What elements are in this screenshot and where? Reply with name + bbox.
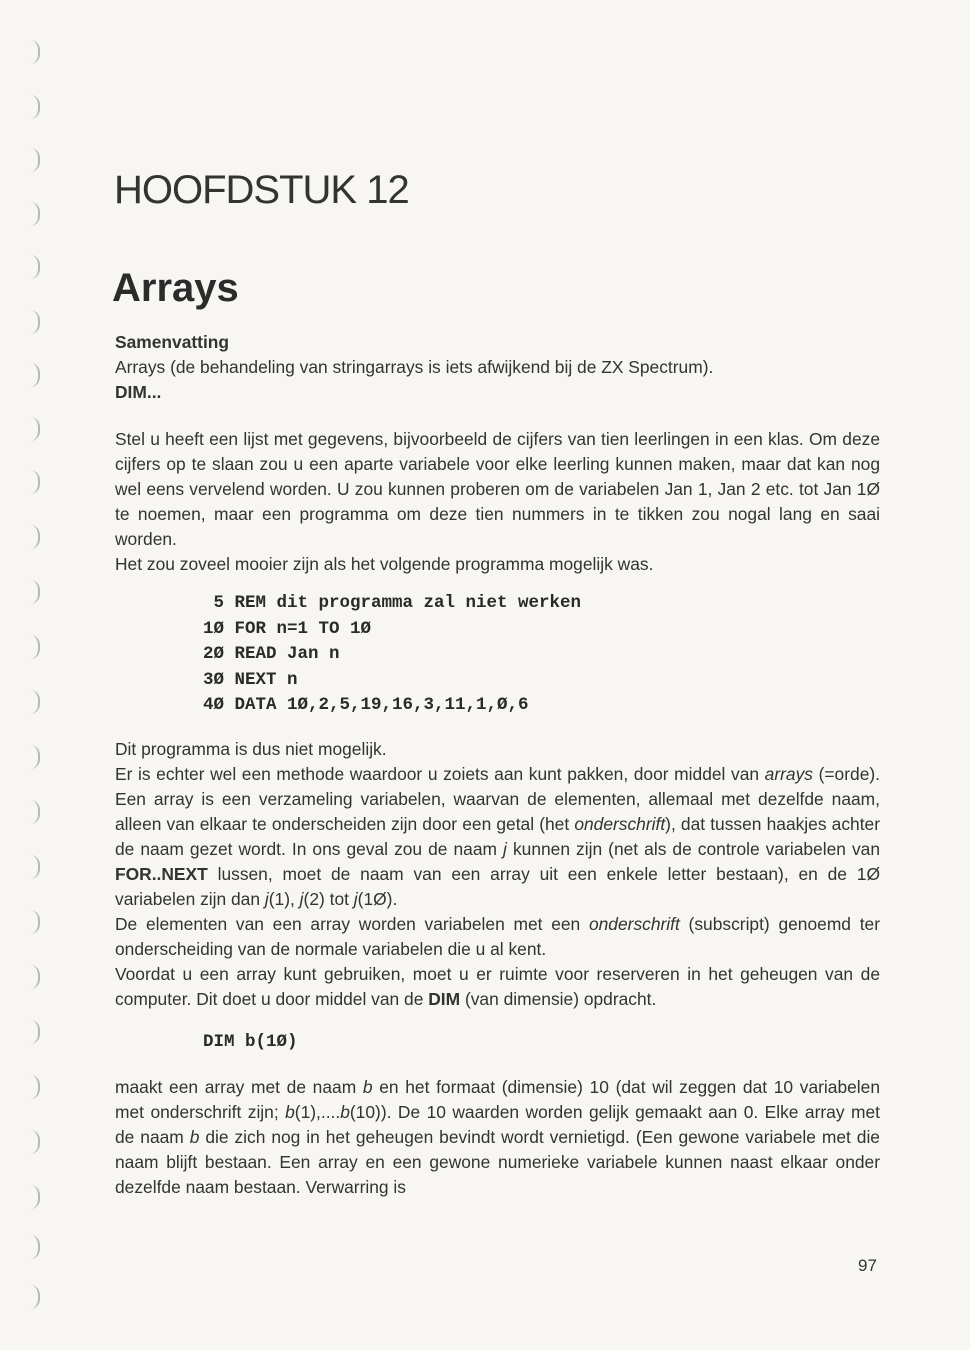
paragraph-1: Stel u heeft een lijst met gegevens, bijvoorbeeld de cijfers van tien leerlingen in een klas. Om deze cijfers op te slaan zou u een aparte variabele voor elke leerling kunnen maken, maar dat kan nog wel eens vervelend worden. U zou kunnen proberen om de variabelen Jan 1, Jan 2 etc. tot Jan 1Ø te noemen, maar een programma om deze tien nummers in te tikken zou nogal lang en saai worden. xyxy=(115,429,880,549)
dim-code: DIM b(1Ø) xyxy=(203,1031,298,1052)
paragraph-2: Het zou zoveel mooier zijn als het volgende programma mogelijk was. xyxy=(115,554,654,574)
code-line: 4Ø DATA 1Ø,2,5,19,16,3,11,1,Ø,6 xyxy=(203,695,529,715)
code-line: 1Ø FOR n=1 TO 1Ø xyxy=(203,618,372,639)
code-line: 5 REM dit programma zal niet werken xyxy=(203,593,582,613)
body-text xyxy=(115,330,880,1200)
paragraph-7: maakt een array met de naam b en het formaat (dimensie) 10 (dat wil zeggen dat 10 variabelen met onderschrift zijn; b(1),....b(10)). De 10 waarden worden gelijk gemaakt aan 0. Elke array met de naam b die zich nog in het geheugen bevindt wordt vernietigd. (Een gewone variabele met die naam blijft bestaan. Een array en een gewone numerieke variabele kunnen naast elkaar onder dezelfde naam bestaan. Verwarring is xyxy=(115,1077,881,1197)
code-line: 3Ø NEXT n xyxy=(203,669,298,690)
paragraph-6: Voordat u een array kunt gebruiken, moet u er ruimte voor reserveren in het geheugen van de computer. Dit doet u door middel van de DIM (van dimensie) opdracht. xyxy=(115,963,880,1009)
binder-holes xyxy=(30,40,44,1320)
summary-keyword: DIM... xyxy=(115,382,162,402)
page-title: Arrays xyxy=(112,266,239,310)
paragraph-3: Dit programma is dus niet mogelijk. xyxy=(115,738,387,759)
summary-heading: Samenvatting xyxy=(115,332,230,352)
code-listing xyxy=(203,591,880,719)
chapter-heading: HOOFDSTUK 12 xyxy=(114,168,409,212)
paragraph-4: Er is echter wel een methode waardoor u zoiets aan kunt pakken, door middel van arrays (=orde). Een array is een verzameling variabelen, waarvan de elementen, allemaal met dezelfde naam, alleen van elkaar te onderscheiden zijn door een getal (het onderschrift), dat tussen haakjes achter de naam gezet wordt. In ons geval zou de naam j kunnen zijn (net als de controle variabelen van FOR..NEXT lussen, moet de naam van een array uit een enkele letter bestaan), en de 1Ø variabelen zijn dan j(1), j(2) tot j(1Ø). xyxy=(115,763,881,909)
page-number: 97 xyxy=(858,1256,877,1275)
code-line: 2Ø READ Jan n xyxy=(203,644,340,664)
paragraph-5: De elementen van een array worden variabelen met een onderschrift (subscript) genoemd ter onderscheiding van de normale variabelen die u al kent. xyxy=(115,913,880,959)
summary-line: Arrays (de behandeling van stringarrays is iets afwijkend bij de ZX Spectrum). xyxy=(115,357,714,377)
